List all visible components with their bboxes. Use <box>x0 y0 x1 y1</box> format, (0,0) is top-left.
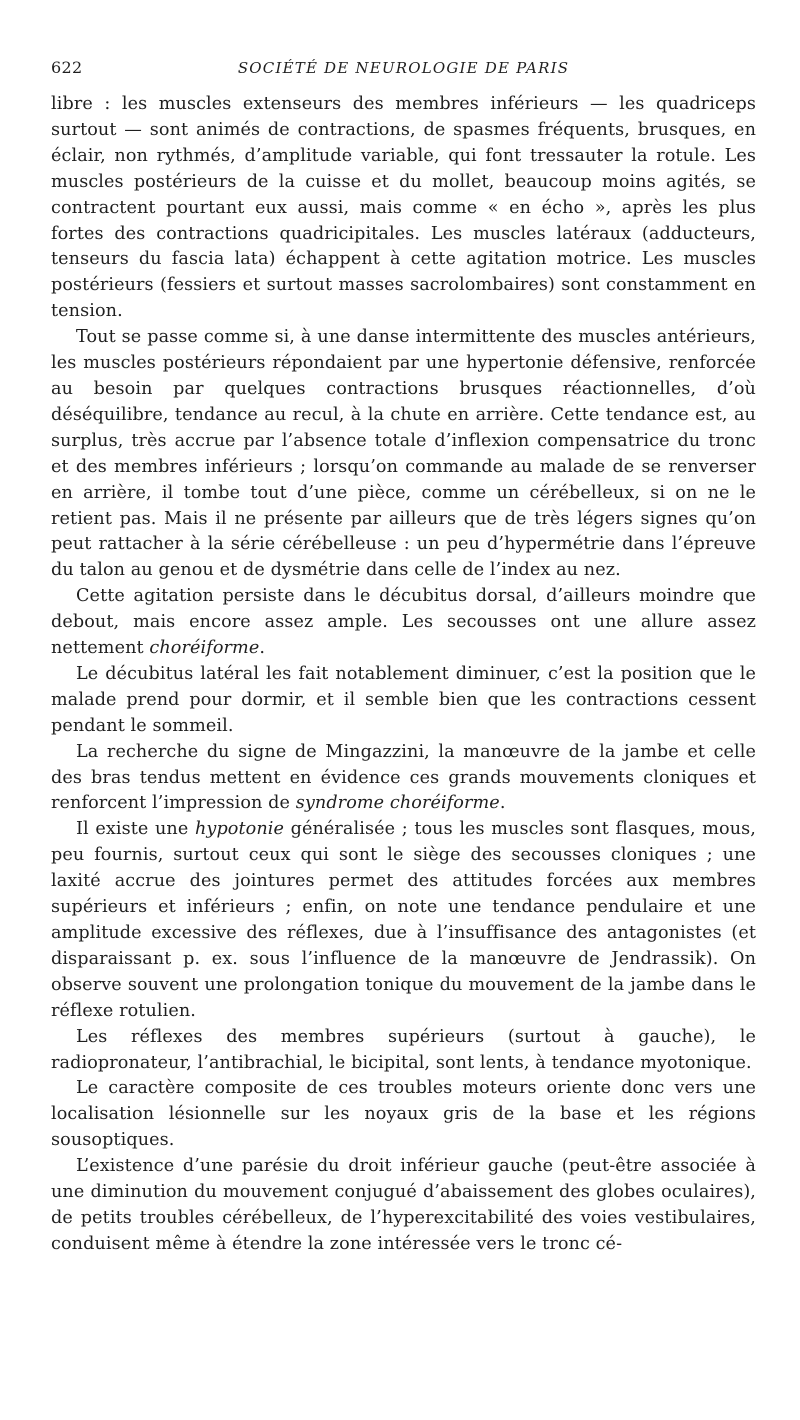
paragraph <box>51 1025 756 1077</box>
text-run: libre : les muscles extenseurs des membres inférieurs — les quadriceps surtout — sont animés de contractions, de spasmes fréquents, brusques, en éclair, non rythmés, d’amplitude variable, qui font tressauter la rotule. Les muscles postérieurs de la cuisse et du mollet, beaucoup moins agités, se contractent pourtant eux aussi, mais comme « en écho », après les plus fortes des contractions quadricipitales. Les muscles latéraux (adducteurs, tenseurs du fascia lata) échappent à cette agitation motrice. Les muscles postérieurs (fessiers et surtout masses sacrolombaires) sont constamment en tension. <box>51 94 756 322</box>
text-run: . <box>499 793 506 814</box>
paragraph <box>51 1076 756 1154</box>
text-run: Le caractère composite de ces troubles moteurs oriente donc vers une localisation lésionnelle sur les noyaux gris de la base et les régions sousoptiques. <box>51 1078 756 1151</box>
text-run: Il existe une <box>76 819 195 840</box>
text-run: Les réflexes des membres supérieurs (surtout à gauche), le radiopronateur, l’antibrachial, le bicipital, sont lents, à tendance myotonique. <box>51 1026 756 1073</box>
text-run: L’existence d’une parésie du droit inférieur gauche (peut-être associée à une diminution du mouvement conjugué d’abaissement des globes oculaires), de petits troubles cérébelleux, de l’hyperexcitabilité des voies vestibulaires, conduisent même à étendre la zone intéressée vers le tronc cé- <box>51 1156 756 1254</box>
text-run: Le décubitus latéral les fait notablement diminuer, c’est la position que le malade prend pour dormir, et il semble bien que les contractions cessent pendant le sommeil. <box>51 663 756 736</box>
book-page <box>51 58 756 1258</box>
body-text <box>51 92 756 1258</box>
text-run: Cette agitation persiste dans le décubitus dorsal, d’ailleurs moindre que debout, mais encore assez ample. Les secousses ont une allure assez nettement <box>51 586 756 659</box>
journal-title: SOCIÉTÉ DE NEUROLOGIE DE PARIS <box>237 59 570 77</box>
running-header <box>51 58 756 92</box>
italic-term: choréiforme <box>149 638 260 659</box>
paragraph <box>51 92 756 325</box>
page-number: 622 <box>51 58 83 77</box>
paragraph <box>51 817 756 1024</box>
text-run: La recherche du signe de Mingazzini, la manœuvre de la jambe et celle des bras tendus mettent en évidence ces grands mouvements cloniques et renforcent l’impression de <box>51 741 756 814</box>
paragraph <box>51 584 756 662</box>
text-run: généralisée ; tous les muscles sont flasques, mous, peu fournis, surtout ceux qui sont le siège des secousses cloniques ; une laxité accrue des jointures permet des attitudes forcées aux membres supérieurs et inférieurs ; enfin, on note une tendance pendulaire et une amplitude excessive des réflexes, due à l’insuffisance des antagonistes (et disparaissant p. ex. sous l’influence de la manœuvre de Jendrassik). On observe souvent une prolongation tonique du mouvement de la jambe dans le réflexe rotulien. <box>51 819 756 1021</box>
paragraph <box>51 740 756 818</box>
italic-term: syndrome choréiforme <box>295 793 500 814</box>
italic-term: hypotonie <box>194 819 285 840</box>
paragraph <box>51 1154 756 1258</box>
text-run: . <box>259 638 266 659</box>
paragraph <box>51 325 756 584</box>
text-run: Tout se passe comme si, à une danse intermittente des muscles antérieurs, les muscles postérieurs répondaient par une hypertonie défensive, renforcée au besoin par quelques contractions brusques réactionnelles, d’où déséquilibre, tendance au recul, à la chute en arrière. Cette tendance est, au surplus, très accrue par l’absence totale d’inflexion compensatrice du tronc et des membres inférieurs ; lorsqu’on commande au malade de se renverser en arrière, il tombe tout d’une pièce, comme un cérébelleux, si on ne le retient pas. Mais il ne présente par ailleurs que de très légers signes qu’on peut rattacher à la série cérébelleuse : un peu d’hypermétrie dans l’épreuve du talon au genou et de dysmétrie dans celle de l’index au nez. <box>51 327 756 581</box>
paragraph <box>51 662 756 740</box>
